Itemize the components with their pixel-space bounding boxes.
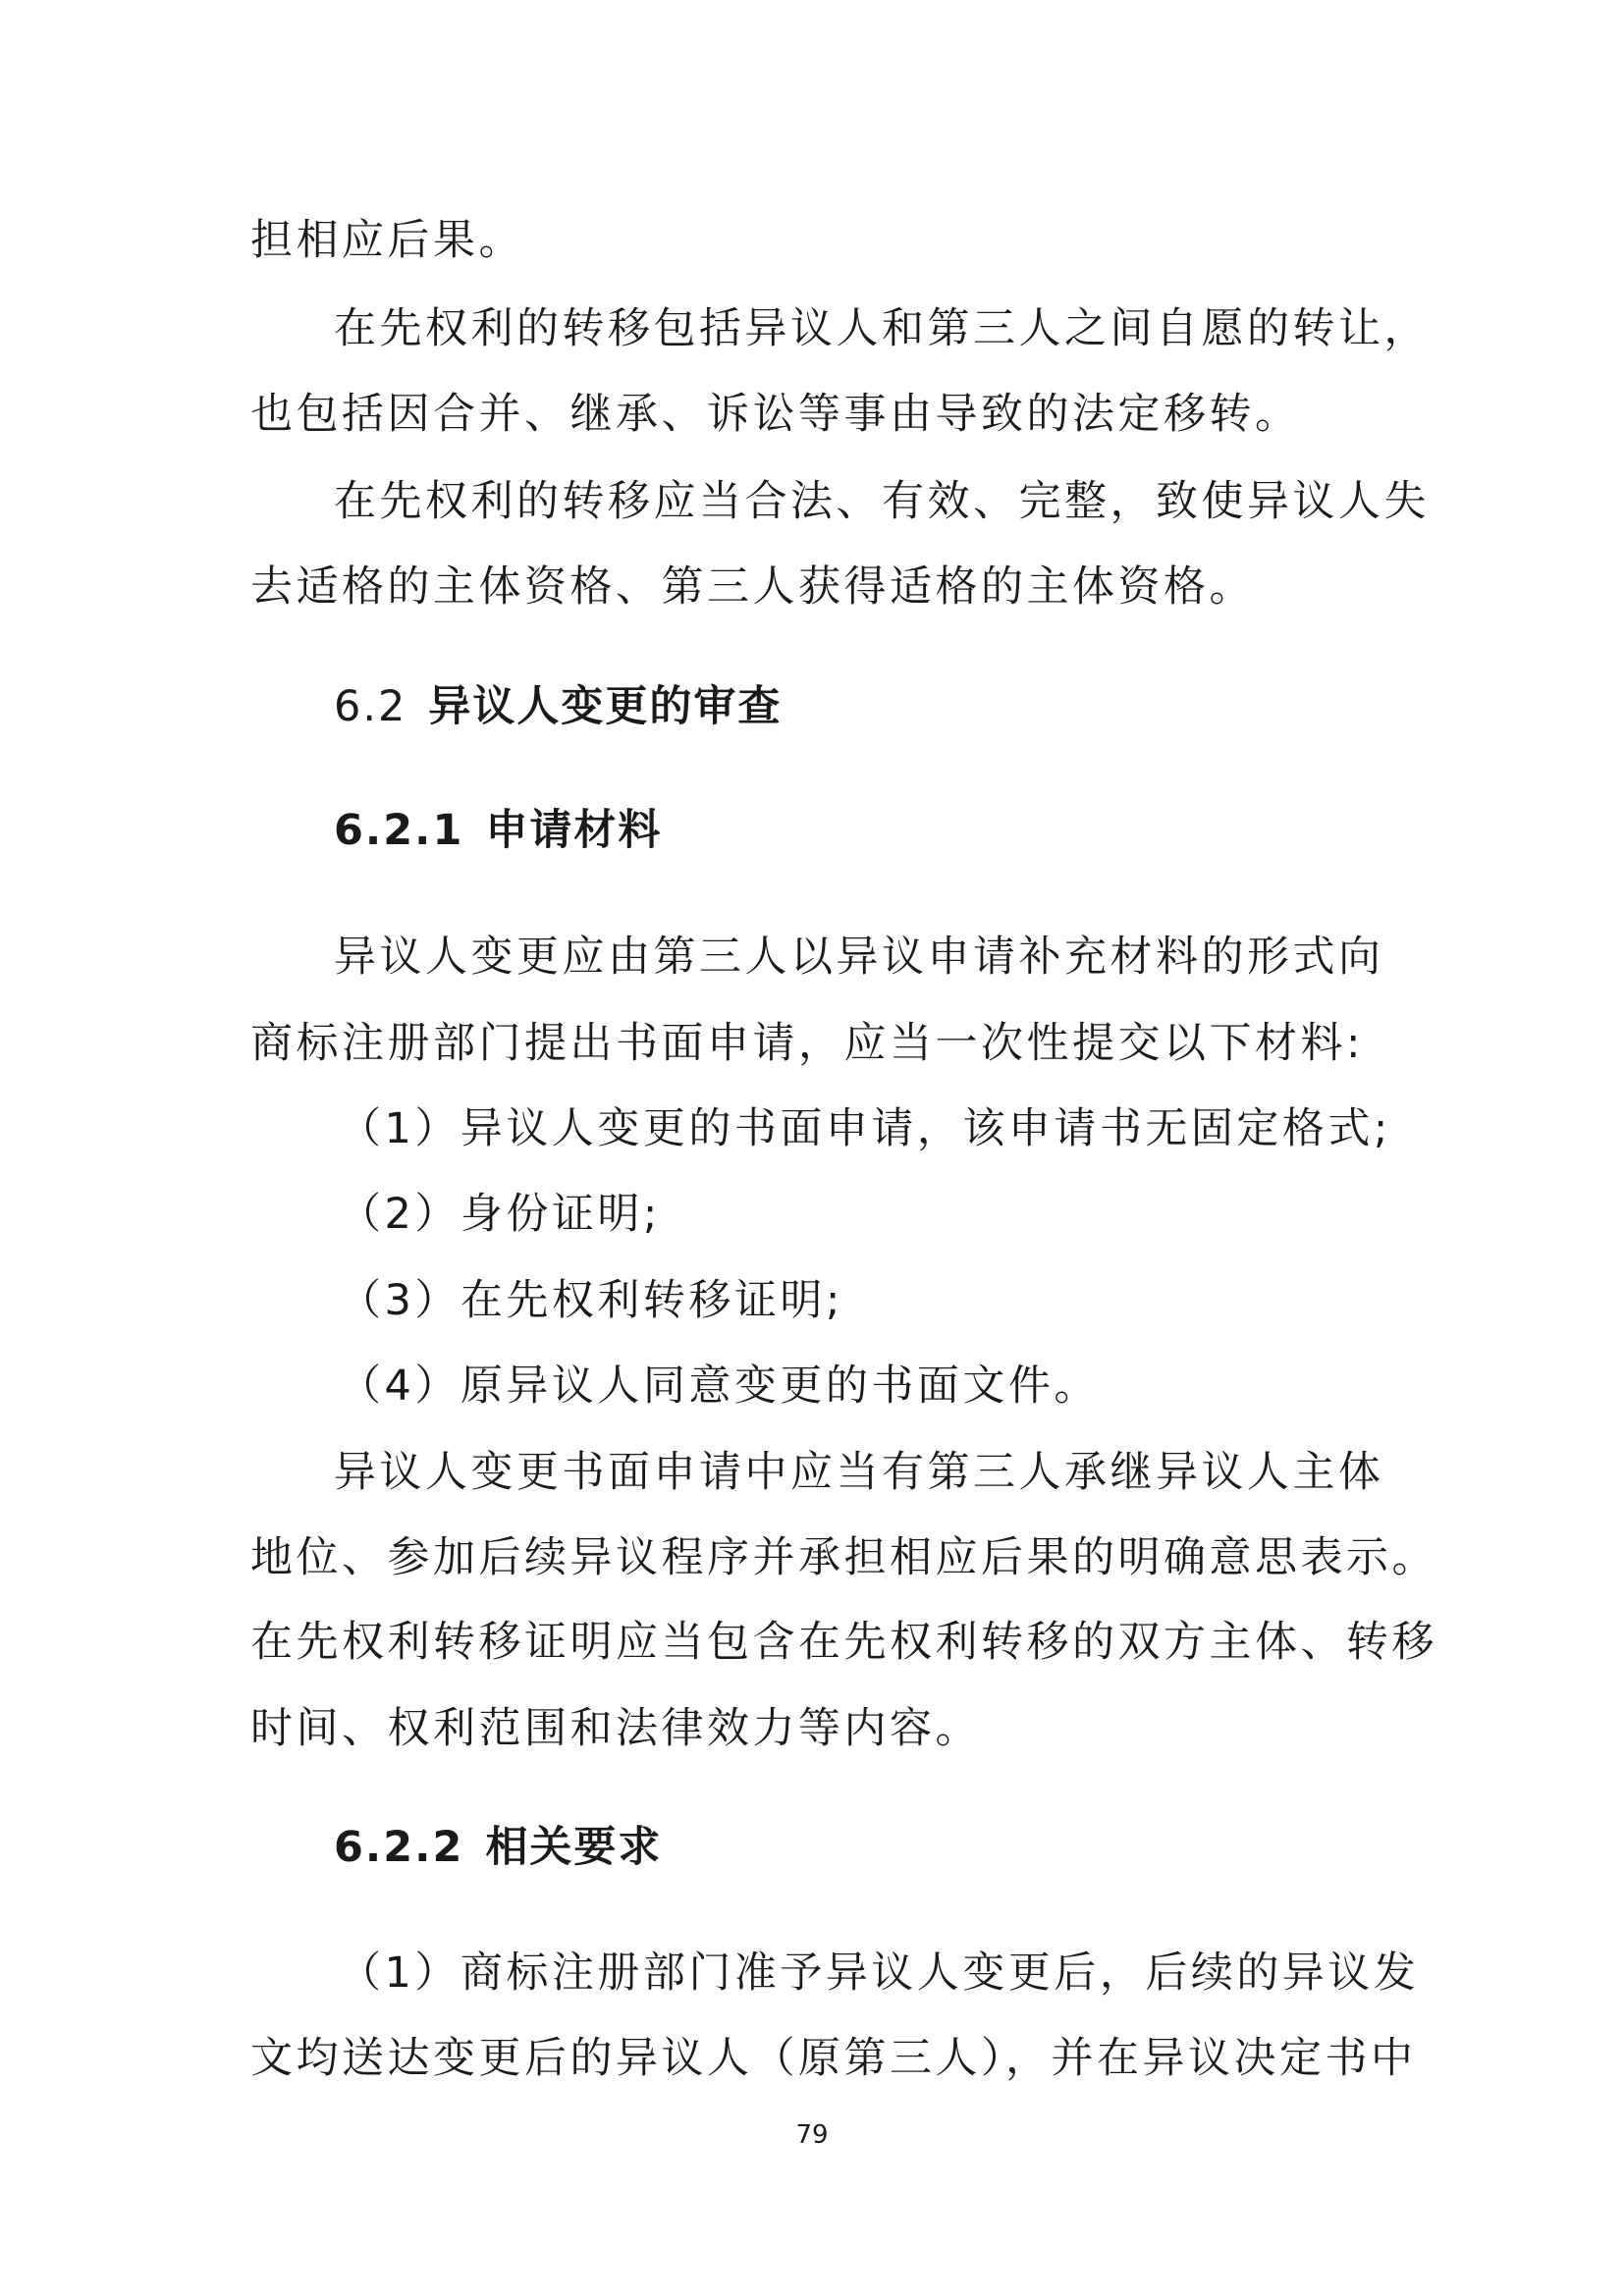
list-item: （1）异议人变更的书面申请，该申请书无固定格式; [339,1104,1391,1153]
paragraph-line: 也包括因合并、继承、诉讼等事由导致的法定移转。 [250,390,1301,439]
paragraph-line: 时间、权利范围和法律效力等内容。 [250,1704,981,1753]
paragraph-line: 地位、参加后续异议程序并承担相应后果的明确意思表示。 [250,1533,1437,1582]
paragraph-line: 在先权利转移证明应当包含在先权利转移的双方主体、转移 [250,1618,1437,1667]
list-item: （2）身份证明; [339,1190,661,1239]
paragraph-line: 异议人变更书面申请中应当有第三人承继异议人主体 [334,1448,1384,1497]
section-title: 相关要求 [485,1823,663,1872]
paragraph-line: 担相应后果。 [250,216,524,265]
page-number: 79 [795,2120,829,2150]
section-number: 6.2.2 [334,1823,464,1872]
paragraph-line: 文均送达变更后的异议人（原第三人），并在异议决定书中 [250,2034,1417,2083]
paragraph-line: 去适格的主体资格、第三人获得适格的主体资格。 [250,562,1255,612]
paragraph-line: 商标注册部门提出书面申请，应当一次性提交以下材料: [250,1019,1364,1068]
section-number: 6.2 [334,682,407,731]
section-title: 异议人变更的审查 [428,682,783,731]
section-number: 6.2.1 [334,806,464,855]
list-item: （4）原异议人同意变更的书面文件。 [339,1362,1100,1411]
section-heading-6-2-1 [334,801,662,860]
paragraph-line: （1）商标注册部门准予异议人变更后，后续的异议发 [339,1949,1420,1998]
paragraph-line: 在先权利的转移应当合法、有效、完整，致使异议人失 [334,477,1430,526]
section-title: 申请材料 [485,806,663,855]
section-heading-6-2 [334,677,782,736]
paragraph-line: 在先权利的转移包括异议人和第三人之间自愿的转让， [334,304,1430,353]
section-heading-6-2-2 [334,1818,662,1877]
paragraph-line: 异议人变更应由第三人以异议申请补充材料的形式向 [334,933,1384,982]
list-item: （3）在先权利转移证明; [339,1276,843,1325]
